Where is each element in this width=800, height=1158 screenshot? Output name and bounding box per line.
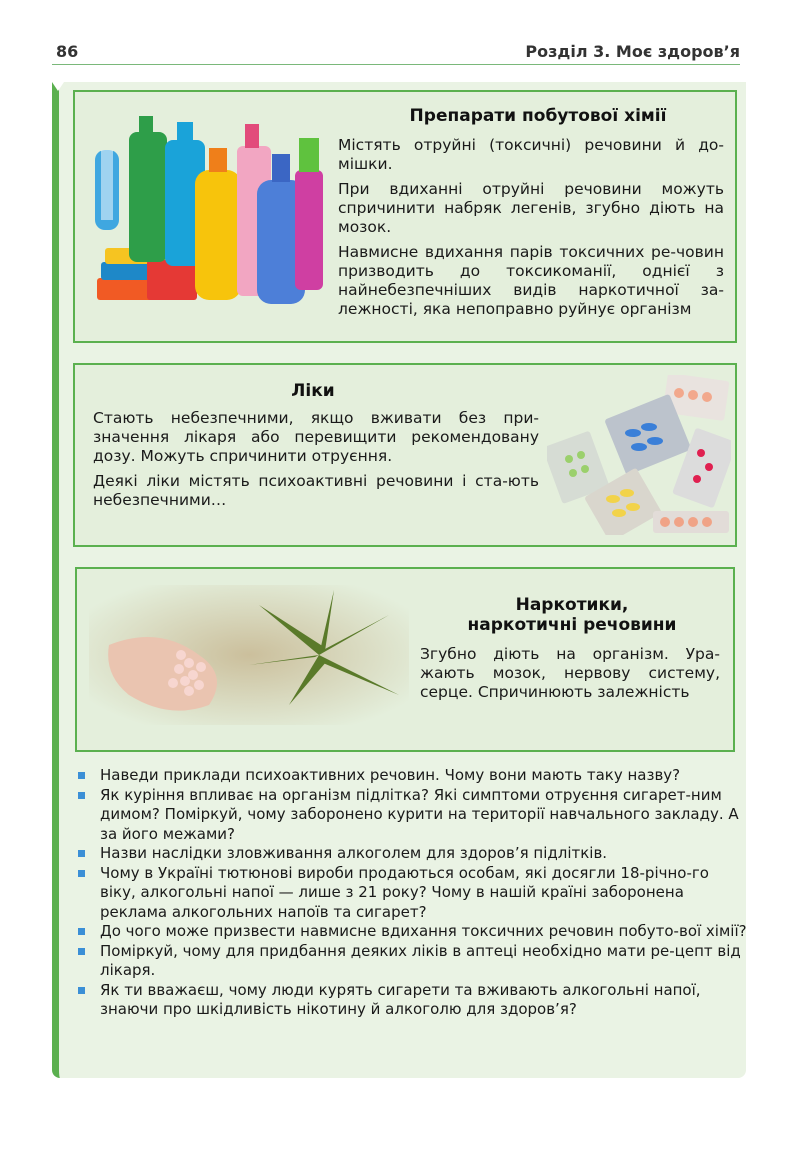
bullet-icon <box>78 948 85 955</box>
list-item <box>78 864 748 923</box>
household-chemicals-image <box>87 110 325 310</box>
box1-paragraph: При вдиханні отруйні речовини можуть спричинити набряк легенів, згубно діють на мозок. <box>338 180 724 236</box>
box3-title <box>419 595 725 635</box>
page-header <box>52 38 740 65</box>
page-number: 86 <box>56 42 79 61</box>
box3-text: Згубно діють на організм. Ура-жають мозок, нервову систему, серце. Спричинюють залежність <box>420 645 720 701</box>
question-text: Наведи приклади психоактивних речовин. Чому вони мають таку назву? <box>100 766 681 784</box>
box1-paragraph: Містять отруйні (токсичні) речовини й до-мішки. <box>338 136 724 173</box>
question-text: Чому в Україні тютюнові вироби продаються особам, які досягли 18-річно-го віку, алкогольні напої — лише з 21 року? Чому в нашій країні заборонена реклама алкогольних напоїв та сигарет? <box>100 863 709 921</box>
bullet-icon <box>78 850 85 857</box>
medicine-blister-packs-image <box>547 375 731 535</box>
box3-title-line2: наркотичні речовини <box>467 615 677 635</box>
question-text: Назви наслідки зловживання алкоголем для здоров’я підлітків. <box>100 844 608 862</box>
box1-title: Препарати побутової хімії <box>409 106 667 126</box>
box2-text <box>93 409 539 516</box>
bullet-icon <box>78 987 85 994</box>
box2-paragraph: Стають небезпечними, якщо вживати без при-значення лікаря або перевищити рекомендовану дозу. Можуть спричинити отруєння. <box>93 409 539 465</box>
list-item <box>78 922 748 942</box>
question-text: Як куріння впливає на організм підлітка? Які симптоми отруєння сигарет-ним димом? Поміркуй, чому заборонено курити на території навчального закладу. А за його межами? <box>100 785 739 843</box>
question-text: До чого може призвести навмисне вдихання токсичних речовин побуто-вої хімії? <box>100 922 747 940</box>
box2-title: Ліки <box>291 381 335 401</box>
question-text: Поміркуй, чому для придбання деяких ліків в аптеці необхідно мати ре-цепт від лікаря. <box>100 941 741 979</box>
list-item <box>78 844 748 864</box>
medicines-box <box>73 363 737 547</box>
household-chemicals-box <box>73 90 737 343</box>
question-text: Як ти вважаєш, чому люди курять сигарети та вживають алкогольні напої, знаючи про шкідливість нікотину й алкоголю для здоров’я? <box>100 980 701 1018</box>
box3-title-line1: Наркотики, <box>515 595 629 615</box>
bullet-icon <box>78 792 85 799</box>
bullet-icon <box>78 870 85 877</box>
drugs-box <box>75 567 735 752</box>
pills-and-cannabis-image <box>89 585 409 725</box>
box1-paragraph: Навмисне вдихання парів токсичних ре-човин призводить до токсикоманії, однієї з найнебезпечніших видів наркотичної за-лежності, яка непоправно руйнує організм <box>338 243 724 318</box>
list-item <box>78 786 748 845</box>
questions-list <box>78 766 748 1020</box>
list-item <box>78 981 748 1020</box>
list-item <box>78 942 748 981</box>
list-item <box>78 766 748 786</box>
bullet-icon <box>78 928 85 935</box>
box1-text <box>338 136 724 325</box>
section-title: Розділ 3. Моє здоров’я <box>525 42 740 61</box>
panel-corner-marker <box>52 82 64 91</box>
bullet-icon <box>78 772 85 779</box>
box2-paragraph: Деякі ліки містять психоактивні речовини і ста-ють небезпечними… <box>93 472 539 509</box>
